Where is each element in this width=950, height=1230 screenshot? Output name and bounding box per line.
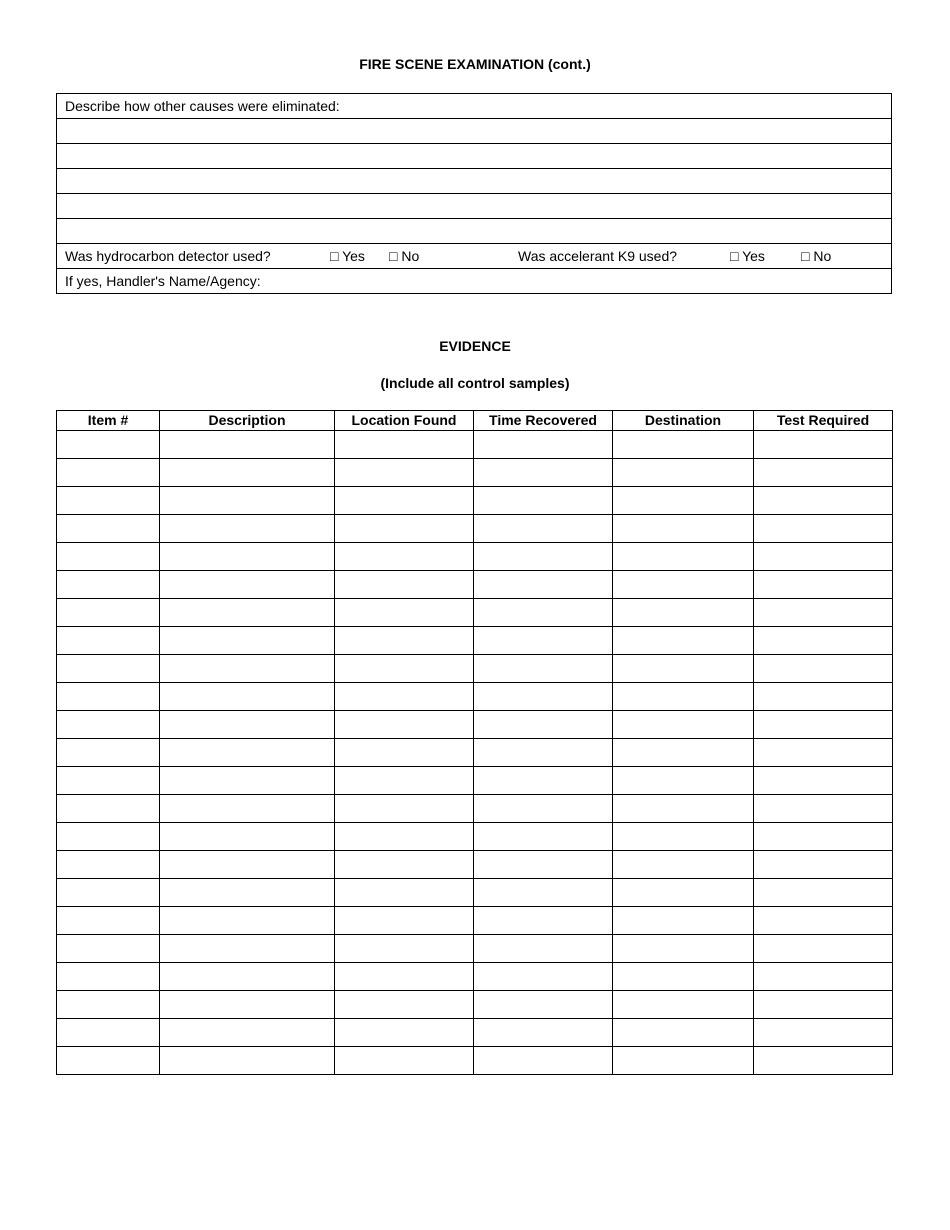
- table-cell[interactable]: [160, 823, 335, 851]
- table-cell[interactable]: [613, 963, 754, 991]
- table-cell[interactable]: [335, 795, 474, 823]
- table-cell[interactable]: [335, 851, 474, 879]
- table-row: [57, 431, 893, 459]
- table-cell[interactable]: [754, 683, 893, 711]
- table-cell[interactable]: [335, 571, 474, 599]
- table-cell[interactable]: [613, 907, 754, 935]
- table-cell[interactable]: [335, 515, 474, 543]
- hydrocarbon-no-checkbox[interactable]: □ No: [389, 248, 420, 264]
- table-cell[interactable]: [474, 683, 613, 711]
- evidence-table: [56, 410, 893, 1075]
- hydrocarbon-question: Was hydrocarbon detector used?: [65, 248, 271, 264]
- table-cell[interactable]: [57, 711, 160, 739]
- table-cell[interactable]: [160, 543, 335, 571]
- table-cell[interactable]: [160, 739, 335, 767]
- table-row: [57, 739, 893, 767]
- table-row: [57, 459, 893, 487]
- causes-eliminated-line-1[interactable]: [57, 119, 892, 144]
- causes-eliminated-line-3[interactable]: [57, 169, 892, 194]
- table-row: [57, 1019, 893, 1047]
- table-cell[interactable]: [335, 543, 474, 571]
- table-cell[interactable]: [754, 1047, 893, 1075]
- table-cell[interactable]: [474, 599, 613, 627]
- table-cell[interactable]: [754, 795, 893, 823]
- table-cell[interactable]: [335, 767, 474, 795]
- table-cell[interactable]: [57, 627, 160, 655]
- causes-eliminated-line-5[interactable]: [57, 219, 892, 244]
- table-cell[interactable]: [335, 739, 474, 767]
- table-cell[interactable]: [335, 431, 474, 459]
- table-cell[interactable]: [474, 879, 613, 907]
- table-cell[interactable]: [335, 907, 474, 935]
- table-cell[interactable]: [474, 487, 613, 515]
- table-cell[interactable]: [160, 431, 335, 459]
- table-cell[interactable]: [754, 543, 893, 571]
- table-cell[interactable]: [160, 935, 335, 963]
- handler-name-field[interactable]: If yes, Handler's Name/Agency:: [57, 269, 892, 294]
- table-cell[interactable]: [57, 823, 160, 851]
- table-cell[interactable]: [57, 487, 160, 515]
- table-cell[interactable]: [754, 515, 893, 543]
- page-title: FIRE SCENE EXAMINATION (cont.): [359, 56, 591, 72]
- table-cell[interactable]: [160, 599, 335, 627]
- table-cell[interactable]: [754, 1019, 893, 1047]
- table-cell[interactable]: [613, 515, 754, 543]
- table-row: [57, 991, 893, 1019]
- table-cell[interactable]: [754, 851, 893, 879]
- table-row: [57, 487, 893, 515]
- table-row: [57, 851, 893, 879]
- table-cell[interactable]: [474, 767, 613, 795]
- table-cell[interactable]: [754, 431, 893, 459]
- table-cell[interactable]: [57, 543, 160, 571]
- table-cell[interactable]: [160, 627, 335, 655]
- table-cell[interactable]: [57, 907, 160, 935]
- table-cell[interactable]: [754, 823, 893, 851]
- table-row: [57, 879, 893, 907]
- table-cell[interactable]: [160, 795, 335, 823]
- table-cell[interactable]: [613, 655, 754, 683]
- table-cell[interactable]: [613, 459, 754, 487]
- table-cell[interactable]: [613, 487, 754, 515]
- table-cell[interactable]: [335, 683, 474, 711]
- table-cell[interactable]: [754, 599, 893, 627]
- table-cell[interactable]: [474, 907, 613, 935]
- table-cell[interactable]: [335, 935, 474, 963]
- table-cell[interactable]: [160, 1019, 335, 1047]
- table-cell[interactable]: [474, 515, 613, 543]
- table-cell[interactable]: [474, 963, 613, 991]
- table-cell[interactable]: [754, 879, 893, 907]
- table-cell[interactable]: [160, 991, 335, 1019]
- evidence-subtitle: (Include all control samples): [380, 375, 570, 391]
- table-cell[interactable]: [754, 991, 893, 1019]
- table-row: [57, 515, 893, 543]
- table-cell[interactable]: [474, 851, 613, 879]
- table-cell[interactable]: [57, 515, 160, 543]
- k9-no-checkbox[interactable]: □ No: [801, 248, 832, 264]
- table-cell[interactable]: [474, 431, 613, 459]
- table-cell[interactable]: [335, 487, 474, 515]
- causes-eliminated-label: Describe how other causes were eliminated:: [57, 94, 892, 119]
- causes-eliminated-line-4[interactable]: [57, 194, 892, 219]
- table-row: [57, 711, 893, 739]
- table-cell[interactable]: [613, 599, 754, 627]
- column-header-description: Description: [160, 411, 335, 431]
- table-cell[interactable]: [57, 963, 160, 991]
- column-header-test-required: Test Required: [754, 411, 893, 431]
- table-cell[interactable]: [613, 1047, 754, 1075]
- table-cell[interactable]: [57, 935, 160, 963]
- table-row: [57, 627, 893, 655]
- table-cell[interactable]: [57, 879, 160, 907]
- k9-yes-checkbox[interactable]: □ Yes: [730, 248, 765, 264]
- table-row: [57, 795, 893, 823]
- column-header-time-recovered: Time Recovered: [474, 411, 613, 431]
- table-cell[interactable]: [754, 739, 893, 767]
- table-cell[interactable]: [335, 963, 474, 991]
- table-cell[interactable]: [613, 683, 754, 711]
- table-cell[interactable]: [335, 627, 474, 655]
- table-row: [57, 683, 893, 711]
- table-cell[interactable]: [474, 991, 613, 1019]
- table-cell[interactable]: [613, 879, 754, 907]
- table-row: [57, 543, 893, 571]
- table-cell[interactable]: [160, 963, 335, 991]
- table-cell[interactable]: [160, 655, 335, 683]
- table-cell[interactable]: [474, 459, 613, 487]
- table-cell[interactable]: [754, 935, 893, 963]
- table-row: [57, 963, 893, 991]
- table-cell[interactable]: [613, 739, 754, 767]
- table-cell[interactable]: [754, 571, 893, 599]
- table-cell[interactable]: [160, 711, 335, 739]
- table-cell[interactable]: [57, 767, 160, 795]
- table-cell[interactable]: [160, 459, 335, 487]
- table-cell[interactable]: [160, 571, 335, 599]
- table-cell[interactable]: [160, 851, 335, 879]
- table-cell[interactable]: [613, 935, 754, 963]
- hydrocarbon-yes-checkbox[interactable]: □ Yes: [330, 248, 365, 264]
- table-cell[interactable]: [57, 851, 160, 879]
- table-cell[interactable]: [754, 487, 893, 515]
- table-cell[interactable]: [474, 543, 613, 571]
- table-cell[interactable]: [474, 823, 613, 851]
- table-cell[interactable]: [57, 795, 160, 823]
- table-cell[interactable]: [57, 459, 160, 487]
- table-cell[interactable]: [335, 711, 474, 739]
- table-row: [57, 767, 893, 795]
- table-cell[interactable]: [474, 739, 613, 767]
- table-cell[interactable]: [335, 991, 474, 1019]
- table-cell[interactable]: [474, 795, 613, 823]
- table-cell[interactable]: [754, 627, 893, 655]
- table-cell[interactable]: [474, 935, 613, 963]
- column-header-destination: Destination: [613, 411, 754, 431]
- table-cell[interactable]: [613, 543, 754, 571]
- table-cell[interactable]: [754, 459, 893, 487]
- table-cell[interactable]: [754, 655, 893, 683]
- table-cell[interactable]: [474, 711, 613, 739]
- table-cell[interactable]: [613, 431, 754, 459]
- k9-question: Was accelerant K9 used?: [518, 248, 678, 264]
- table-cell[interactable]: [754, 963, 893, 991]
- table-cell[interactable]: [57, 571, 160, 599]
- table-cell[interactable]: [613, 1019, 754, 1047]
- table-cell[interactable]: [474, 1047, 613, 1075]
- table-cell[interactable]: [613, 627, 754, 655]
- table-cell[interactable]: [613, 823, 754, 851]
- table-cell[interactable]: [474, 1019, 613, 1047]
- table-row: [57, 823, 893, 851]
- evidence-table-body: [57, 431, 893, 1075]
- column-header-item-number: Item #: [57, 411, 160, 431]
- table-cell[interactable]: [335, 823, 474, 851]
- table-cell[interactable]: [754, 767, 893, 795]
- table-row: [57, 655, 893, 683]
- table-cell[interactable]: [754, 907, 893, 935]
- detector-question-row: [57, 244, 892, 269]
- table-cell[interactable]: [57, 991, 160, 1019]
- table-cell[interactable]: [474, 571, 613, 599]
- table-cell[interactable]: [613, 991, 754, 1019]
- table-cell[interactable]: [335, 599, 474, 627]
- table-row: [57, 1047, 893, 1075]
- table-cell[interactable]: [335, 1019, 474, 1047]
- table-cell[interactable]: [613, 795, 754, 823]
- table-cell[interactable]: [335, 879, 474, 907]
- table-row: [57, 907, 893, 935]
- table-cell[interactable]: [57, 1047, 160, 1075]
- table-cell[interactable]: [160, 515, 335, 543]
- table-cell[interactable]: [754, 711, 893, 739]
- table-row: [57, 599, 893, 627]
- causes-eliminated-line-2[interactable]: [57, 144, 892, 169]
- table-cell[interactable]: [613, 851, 754, 879]
- table-cell[interactable]: [474, 627, 613, 655]
- table-row: [57, 571, 893, 599]
- table-cell[interactable]: [160, 683, 335, 711]
- table-cell[interactable]: [474, 655, 613, 683]
- table-cell[interactable]: [57, 683, 160, 711]
- table-row: [57, 935, 893, 963]
- table-cell[interactable]: [160, 879, 335, 907]
- table-cell[interactable]: [57, 599, 160, 627]
- evidence-title: EVIDENCE: [439, 338, 511, 354]
- table-cell[interactable]: [335, 1047, 474, 1075]
- table-cell[interactable]: [160, 907, 335, 935]
- column-header-location-found: Location Found: [335, 411, 474, 431]
- table-cell[interactable]: [613, 571, 754, 599]
- table-cell[interactable]: [57, 655, 160, 683]
- table-cell[interactable]: [160, 767, 335, 795]
- table-cell[interactable]: [57, 431, 160, 459]
- table-cell[interactable]: [57, 1019, 160, 1047]
- table-cell[interactable]: [160, 487, 335, 515]
- table-cell[interactable]: [613, 711, 754, 739]
- table-cell[interactable]: [57, 739, 160, 767]
- fire-scene-examination-table: [56, 93, 892, 294]
- table-cell[interactable]: [335, 459, 474, 487]
- table-cell[interactable]: [160, 1047, 335, 1075]
- table-cell[interactable]: [613, 767, 754, 795]
- table-cell[interactable]: [335, 655, 474, 683]
